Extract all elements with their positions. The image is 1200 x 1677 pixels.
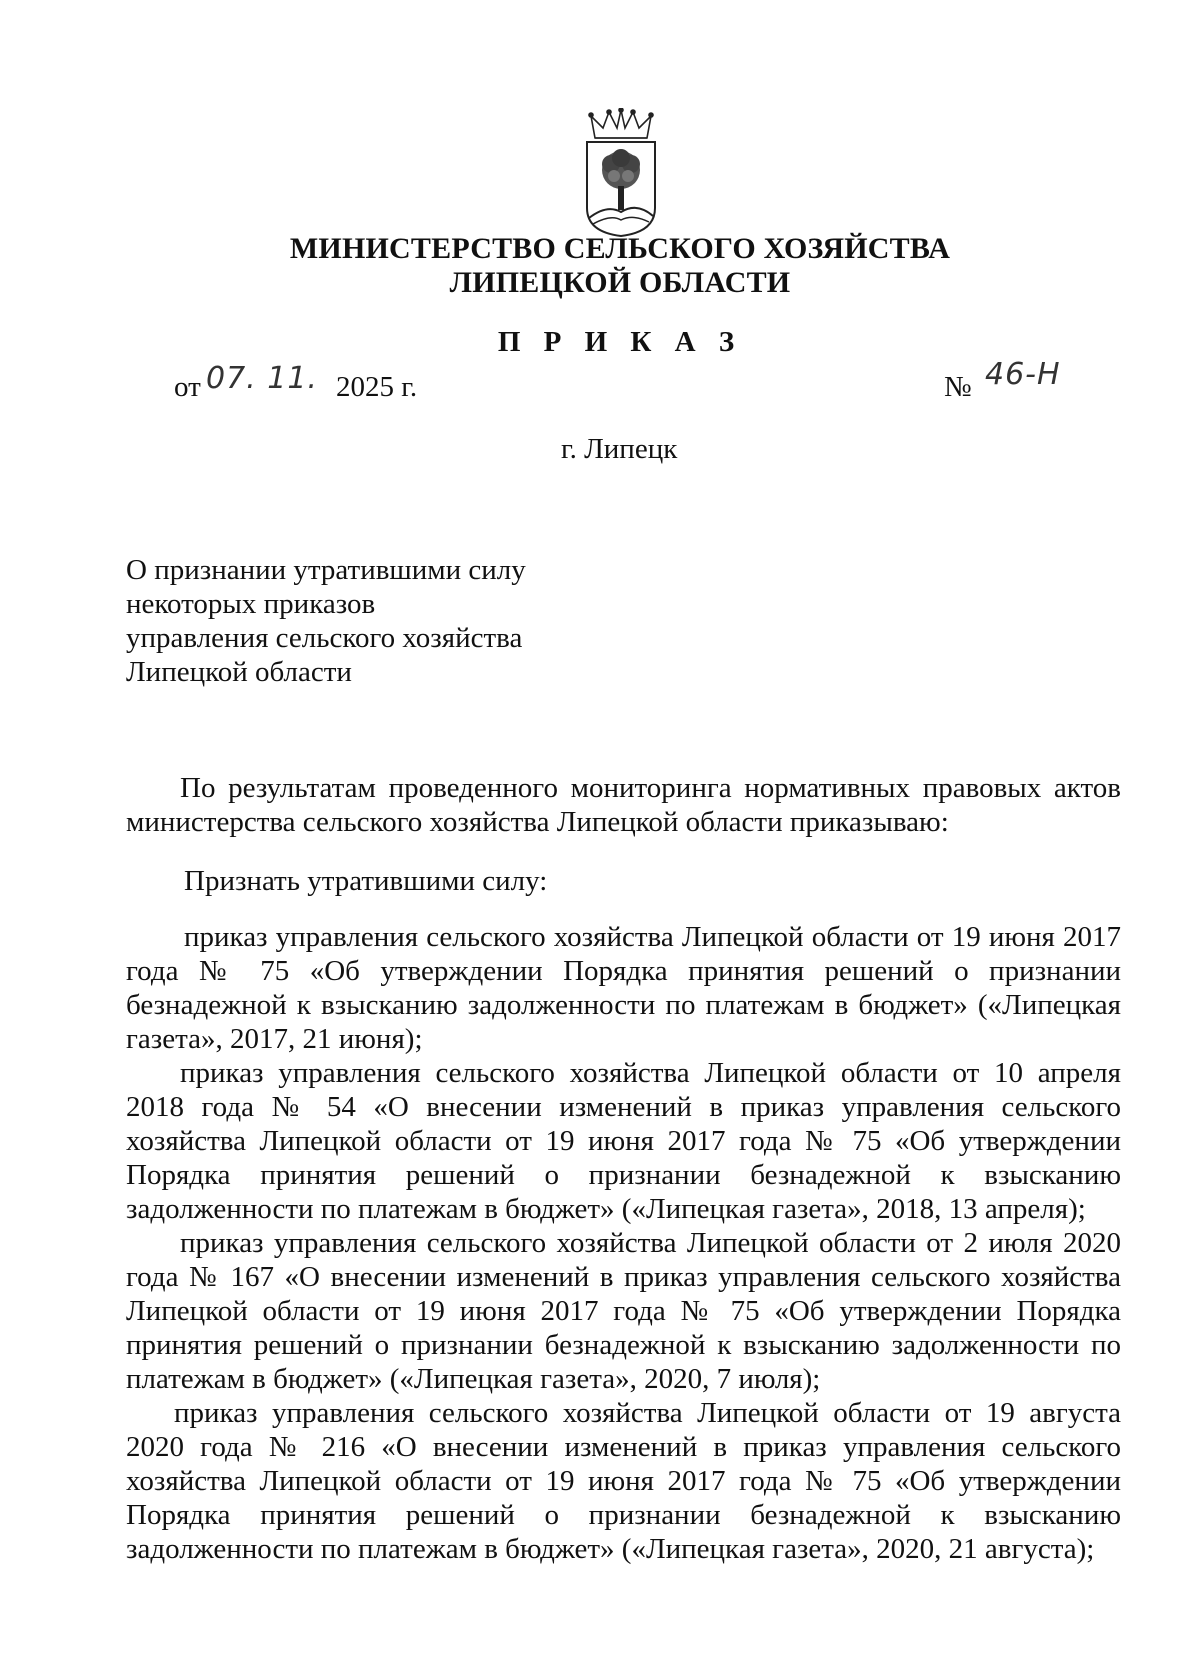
list-item: приказ управления сельского хозяйства Липецкой области от 10 апреля 2018 года № 54 «О внесении изменений в приказ управления сельского хозяйства Липецкой области от 19 июня 2017 года № 75 «Об утверждении Порядка принятия решений о признании безнадежной к взысканию задолженности по платежам в бюджет» («Липецкая газета», 2018, 13 апреля); [126,1057,1121,1225]
coat-of-arms-emblem [581,108,661,238]
number-handwritten: 46-Н [985,357,1061,392]
city-name: г. Липецк [561,433,678,465]
ministry-name-line1: МИНИСТЕРСТВО СЕЛЬСКОГО ХОЗЯЙСТВА [289,232,951,265]
crown-icon [589,108,653,138]
list-item: приказ управления сельского хозяйства Липецкой области от 19 июня 2017 года № 75 «Об утверждении Порядка принятия решений о признании безнадежной к взысканию задолженности по платежам в бюджет» («Липецкая газета», 2017, 21 июня); [126,921,1121,1055]
subject-line: управления сельского хозяйства [126,622,523,654]
subject-line: О признании утратившими силу [126,554,526,586]
list-item: приказ управления сельского хозяйства Липецкой области от 2 июля 2020 года № 167 «О внесении изменений в приказ управления сельского хозяйства Липецкой области от 19 июня 2017 года № 75 «Об утверждении Порядка принятия решений о признании безнадежной к взысканию задолженности по платежам в бюджет» («Липецкая газета», 2020, 7 июля); [126,1227,1121,1395]
list-item: приказ управления сельского хозяйства Липецкой области от 19 августа 2020 года № 216 «О внесении изменений в приказ управления сельского хозяйства Липецкой области от 19 июня 2017 года № 75 «Об утверждении Порядка принятия решений о признании безнадежной к взысканию задолженности по платежам в бюджет» («Липецкая газета», 2020, 21 августа); [126,1397,1121,1565]
document-subject [126,553,646,689]
number-sign: № [944,371,972,403]
date-year: 2025 г. [336,371,418,403]
date-prefix: от [174,371,201,403]
recognize-paragraph: Признать утратившими силу: [184,865,548,897]
subject-line: Липецкой области [126,656,352,688]
tree-icon [602,149,640,210]
document-type-title: П Р И К А З [497,326,743,358]
date-handwritten: 07. 11. [206,361,318,396]
subject-line: некоторых приказов [126,588,376,620]
intro-paragraph: По результатам проведенного мониторинга нормативных правовых актов министерства сельского хозяйства Липецкой области приказываю: [126,772,1121,838]
ministry-name-line2: ЛИПЕЦКОЙ ОБЛАСТИ [449,266,791,299]
